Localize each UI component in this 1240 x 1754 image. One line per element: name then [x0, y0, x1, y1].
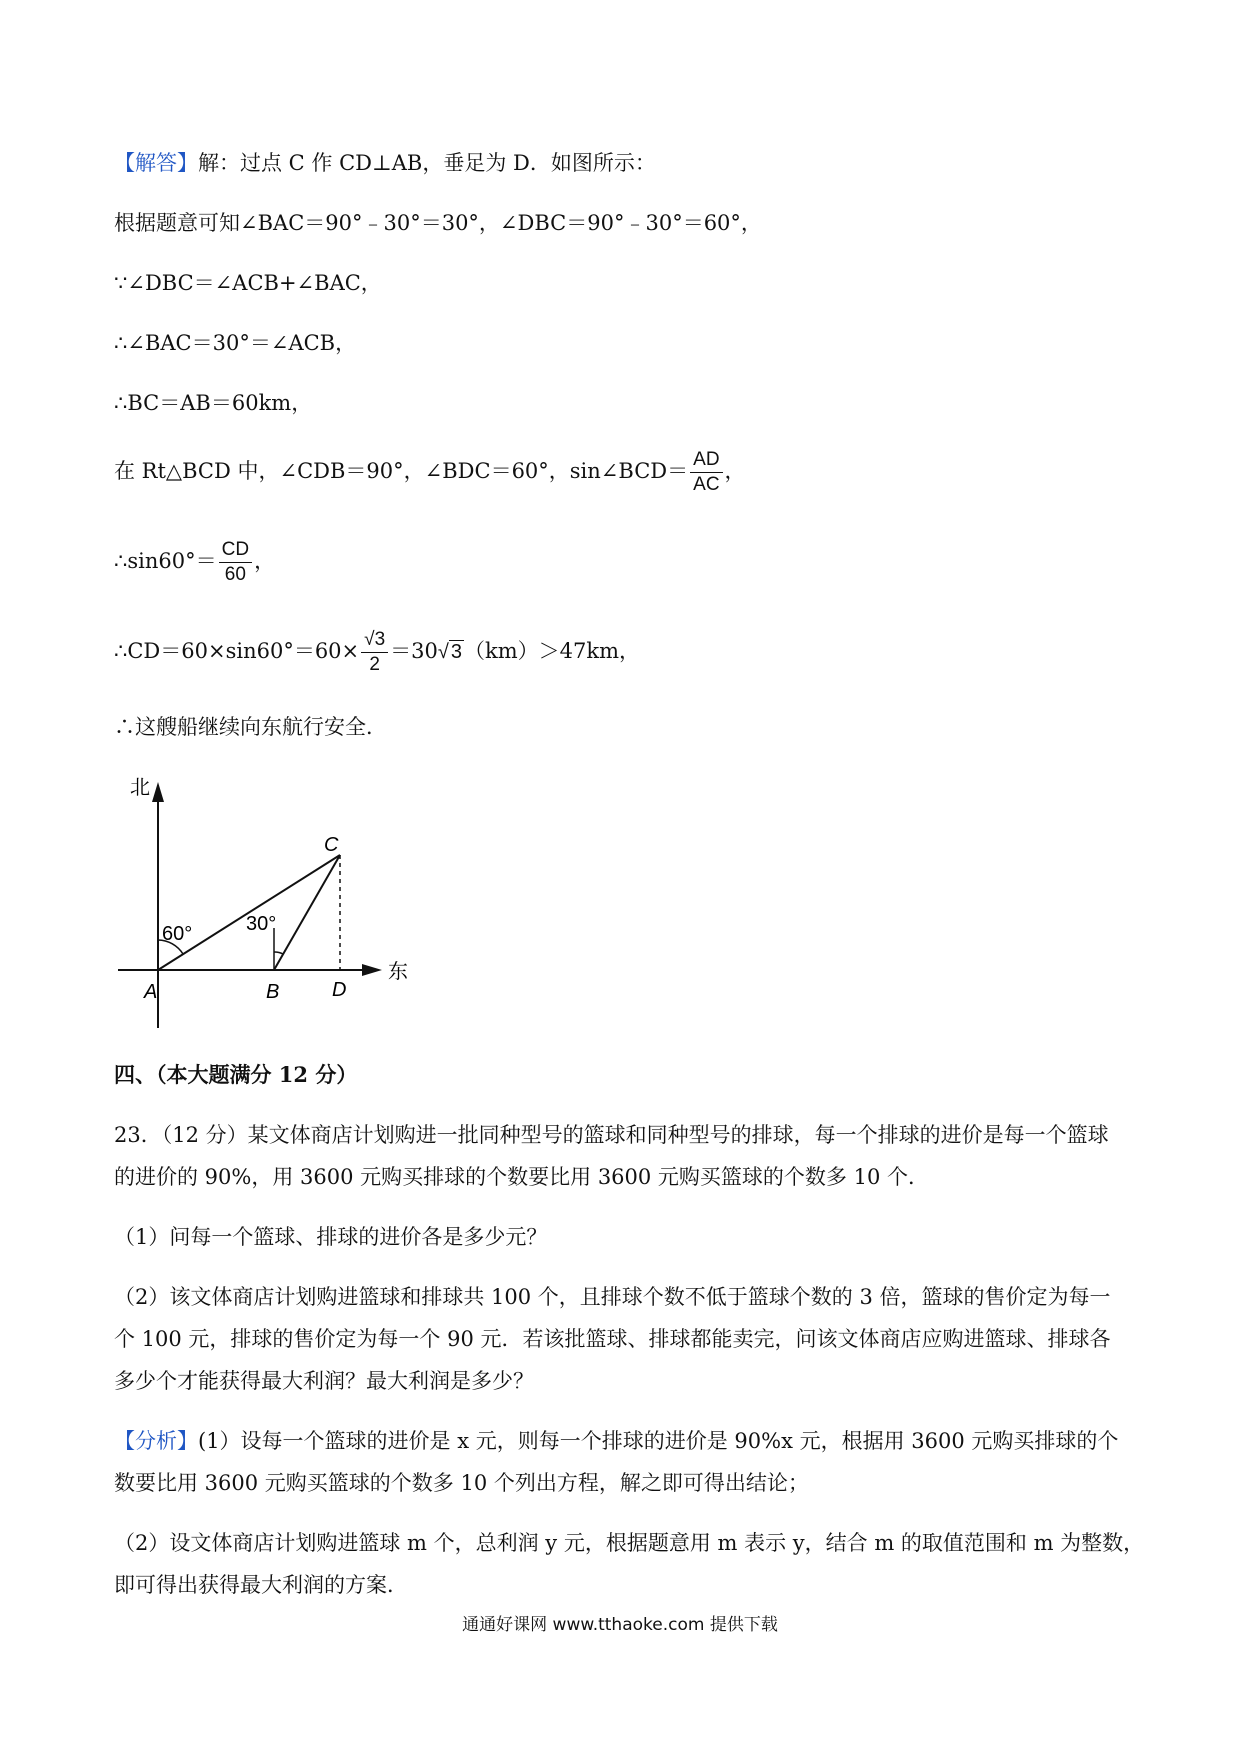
angle-label-30: 30°	[246, 913, 277, 935]
page-footer: 通通好课网 www.tthaoke.com 提供下载	[462, 1615, 778, 1635]
solution-line-3: ∴∠BAC＝30°＝∠ACB，	[114, 331, 357, 355]
sin-bcd-text: 在 Rt△BCD 中，∠CDB＝90°，∠BDC＝60°，sin∠BCD＝	[114, 459, 689, 483]
north-arrow-icon	[152, 782, 164, 802]
fraction-denominator: 2	[369, 654, 380, 675]
angle-label-60: 60°	[162, 923, 193, 945]
angle-arc-b	[274, 952, 283, 954]
solution-tag: 【解答】	[114, 151, 198, 175]
analysis-tag: 【分析】	[114, 1429, 198, 1453]
analysis-line-1	[114, 1426, 1118, 1456]
point-label-a: A	[144, 981, 158, 1003]
radicand: 3	[450, 641, 462, 663]
fraction-numerator: CD	[219, 538, 252, 563]
point-label-b: B	[266, 981, 280, 1003]
punctuation: ，	[724, 459, 746, 483]
analysis-line-3: （2）设文体商店计划购进篮球 m 个，总利润 y 元，根据题意用 m 表示 y，结合 m 的取值范围和 m 为整数，	[114, 1531, 1145, 1555]
sin60-text: ∴sin60°＝	[114, 549, 217, 573]
cd-calc-text: ∴CD＝60×sin60°＝60×	[114, 639, 360, 663]
east-label: 东	[388, 961, 408, 983]
analysis-line-4: 即可得出获得最大利润的方案．	[114, 1573, 408, 1597]
q23-part-2-line-3: 多少个才能获得最大利润？最大利润是多少？	[114, 1369, 534, 1393]
solution-line-4: ∴BC＝AB＝60km，	[114, 391, 313, 415]
solution-intro: 解：过点 C 作 CD⊥AB，垂足为 D．如图所示：	[198, 151, 656, 175]
fraction-numerator: AD	[690, 448, 722, 473]
section-heading: 四、（本大题满分 12 分）	[114, 1062, 358, 1087]
solution-line-2: ∵∠DBC＝∠ACB+∠BAC，	[114, 271, 382, 295]
solution-line-1: 根据题意可知∠BAC＝90°﹣30°＝30°，∠DBC＝90°﹣30°＝60°，	[114, 211, 762, 235]
geometry-figure	[110, 770, 430, 1040]
q23-part-1: （1）问每一个篮球、排球的进价各是多少元？	[114, 1225, 548, 1249]
fraction-denominator: 60	[224, 564, 246, 585]
cd-calc-mid: ＝30	[390, 639, 438, 663]
punctuation: ，	[254, 549, 276, 573]
solution-line-6	[114, 532, 275, 590]
fraction-numerator: √3	[361, 628, 388, 653]
point-label-c: C	[324, 834, 339, 856]
north-label: 北	[130, 777, 150, 799]
analysis-text-1: (1）设每一个篮球的进价是 x 元，则每一个排球的进价是 90%x 元，根据用 3600 元购买排球的个	[198, 1429, 1119, 1453]
fraction-root3-2	[361, 628, 388, 677]
solution-line-5	[114, 442, 746, 500]
fraction-denominator: AC	[693, 474, 720, 495]
solution-intro-line	[114, 148, 656, 178]
segment-bc	[274, 855, 340, 970]
q23-part-2-line-2: 个 100 元，排球的售价定为每一个 90 元．若该批篮球、排球都能卖完，问该文体商店应购进篮球、排球各	[114, 1327, 1111, 1351]
cd-calc-result: （km）＞47km，	[463, 639, 640, 663]
point-label-d: D	[332, 979, 347, 1001]
solution-line-7	[114, 622, 640, 681]
fraction-cd-60	[219, 538, 252, 587]
east-arrow-icon	[362, 964, 382, 976]
q23-part-2-line-1: （2）该文体商店计划购进篮球和排球共 100 个，且排球个数不低于篮球个数的 3 倍，篮球的售价定为每一	[114, 1285, 1111, 1309]
solution-line-8: ∴这艘船继续向东航行安全．	[114, 715, 387, 739]
q23-stem-line-1: 23．（12 分）某文体商店计划购进一批同种型号的篮球和同种型号的排球，每一个排球的进价是每一个篮球	[114, 1123, 1109, 1147]
analysis-line-2: 数要比用 3600 元购买篮球的个数多 10 个列出方程，解之即可得出结论；	[114, 1471, 809, 1495]
q23-stem-line-2: 的进价的 90%，用 3600 元购买排球的个数要比用 3600 元购买篮球的个数多 10 个．	[114, 1165, 930, 1189]
fraction-ad-ac	[690, 448, 722, 497]
sqrt-3: √ 3	[437, 641, 462, 663]
